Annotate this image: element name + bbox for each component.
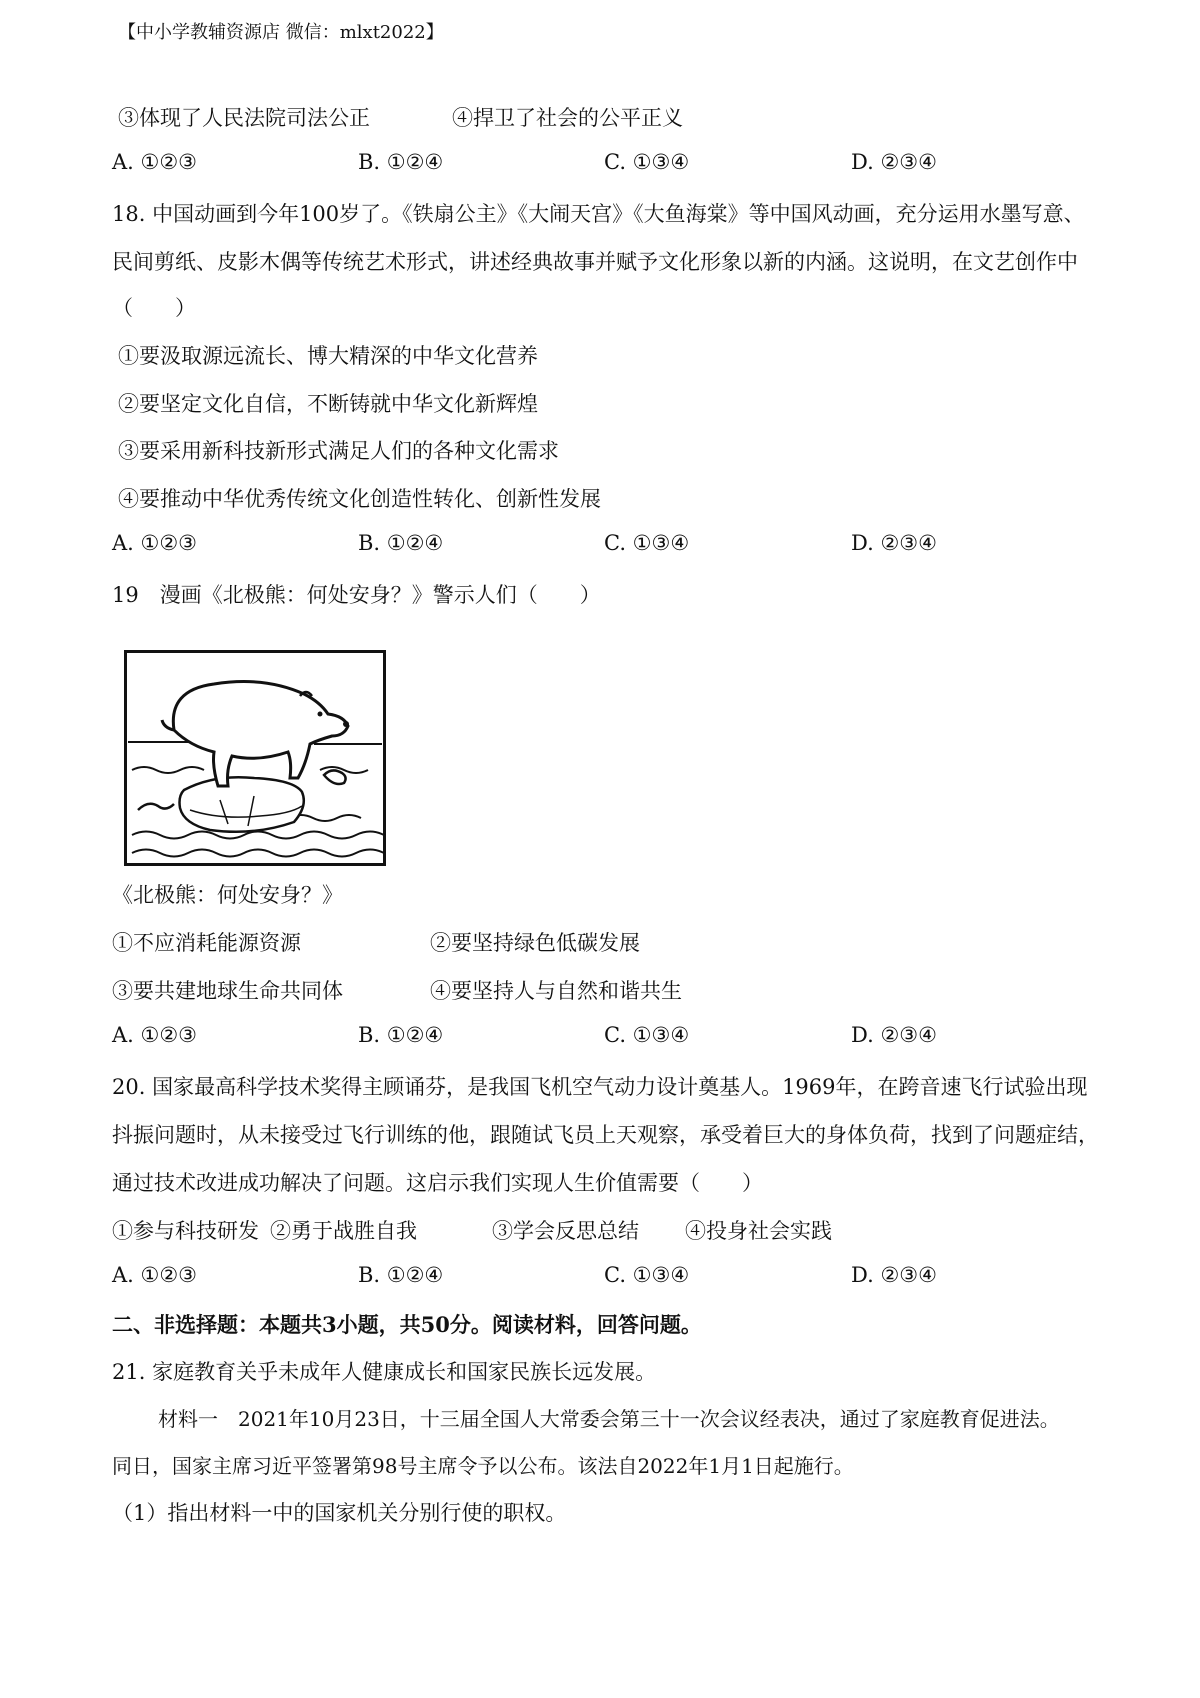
q20-option-a: A. ①②③ [112, 1263, 197, 1287]
q19-stem: 19 漫画《北极熊：何处安身？》警示人们（ ） [112, 583, 601, 607]
q19-item-2: ②要坚持绿色低碳发展 [430, 931, 640, 955]
q20-item-1: ①参与科技研发 [112, 1219, 259, 1243]
q19-cartoon-caption: 《北极熊：何处安身？》 [112, 883, 343, 907]
q18-option-d: D. ②③④ [851, 531, 937, 555]
q21-sub-question-1: （1）指出材料一中的国家机关分别行使的职权。 [112, 1501, 567, 1525]
q18-item-3: ③要采用新科技新形式满足人们的各种文化需求 [118, 439, 559, 463]
q20-stem-line-2: 抖振问题时，从未接受过飞行训练的他，跟随试飞员上天观察，承受着巨大的身体负荷，找到了问题症结， [112, 1123, 1099, 1147]
q19-option-a: A. ①②③ [112, 1023, 197, 1047]
q19-item-3: ③要共建地球生命共同体 [112, 979, 343, 1003]
q18-item-4: ④要推动中华优秀传统文化创造性转化、创新性发展 [118, 487, 601, 511]
q19-option-b: B. ①②④ [358, 1023, 444, 1047]
q20-item-3: ③学会反思总结 [492, 1219, 639, 1243]
q19-item-1: ①不应消耗能源资源 [112, 931, 301, 955]
q20-option-d: D. ②③④ [851, 1263, 937, 1287]
q18-item-1: ①要汲取源远流长、博大精深的中华文化营养 [118, 344, 538, 368]
q21-material-1-line-2: 同日，国家主席习近平签署第98号主席令予以公布。该法自2022年1月1日起施行。 [112, 1454, 854, 1478]
q18-option-a: A. ①②③ [112, 531, 197, 555]
q20-stem-line-3: 通过技术改进成功解决了问题。这启示我们实现人生价值需要（ ） [112, 1171, 763, 1195]
q20-item-2: ②勇于战胜自我 [270, 1219, 417, 1243]
q17-option-c: C. ①③④ [604, 150, 690, 174]
q19-option-d: D. ②③④ [851, 1023, 937, 1047]
q21-material-1-line-1: 材料一 2021年10月23日，十三届全国人大常委会第三十一次会议经表决，通过了家庭教育促进法。 [158, 1407, 1060, 1431]
q17-option-d: D. ②③④ [851, 150, 937, 174]
q17-item-3: ③体现了人民法院司法公正 [118, 106, 370, 130]
q18-item-2: ②要坚定文化自信，不断铸就中华文化新辉煌 [118, 392, 538, 416]
q18-stem-line-1: 18. 中国动画到今年100岁了。《铁扇公主》《大闹天宫》《大鱼海棠》等中国风动画，充分运用水墨写意、 [112, 202, 1085, 226]
q17-option-b: B. ①②④ [358, 150, 444, 174]
q18-option-c: C. ①③④ [604, 531, 690, 555]
q20-item-4: ④投身社会实践 [685, 1219, 832, 1243]
q20-stem-line-1: 20. 国家最高科学技术奖得主顾诵芬，是我国飞机空气动力设计奠基人。1969年，在跨音速飞行试验出现 [112, 1075, 1088, 1099]
q18-stem-line-2: 民间剪纸、皮影木偶等传统艺术形式，讲述经典故事并赋予文化形象以新的内涵。这说明，在文艺创作中 [112, 250, 1078, 274]
q17-option-a: A. ①②③ [112, 150, 197, 174]
page-header: 【中小学教辅资源店 微信：mlxt2022】 [118, 22, 444, 43]
q21-stem: 21. 家庭教育关乎未成年人健康成长和国家民族长远发展。 [112, 1360, 657, 1384]
q19-item-4: ④要坚持人与自然和谐共生 [430, 979, 682, 1003]
q20-option-b: B. ①②④ [358, 1263, 444, 1287]
q20-option-c: C. ①③④ [604, 1263, 690, 1287]
section-2-title: 二、非选择题：本题共3小题，共50分。阅读材料，回答问题。 [112, 1312, 702, 1337]
q18-option-b: B. ①②④ [358, 531, 444, 555]
q18-stem-line-3: （ ） [112, 296, 196, 320]
q17-item-4: ④捍卫了社会的公平正义 [452, 106, 683, 130]
q19-option-c: C. ①③④ [604, 1023, 690, 1047]
polar-bear-cartoon [124, 650, 386, 866]
